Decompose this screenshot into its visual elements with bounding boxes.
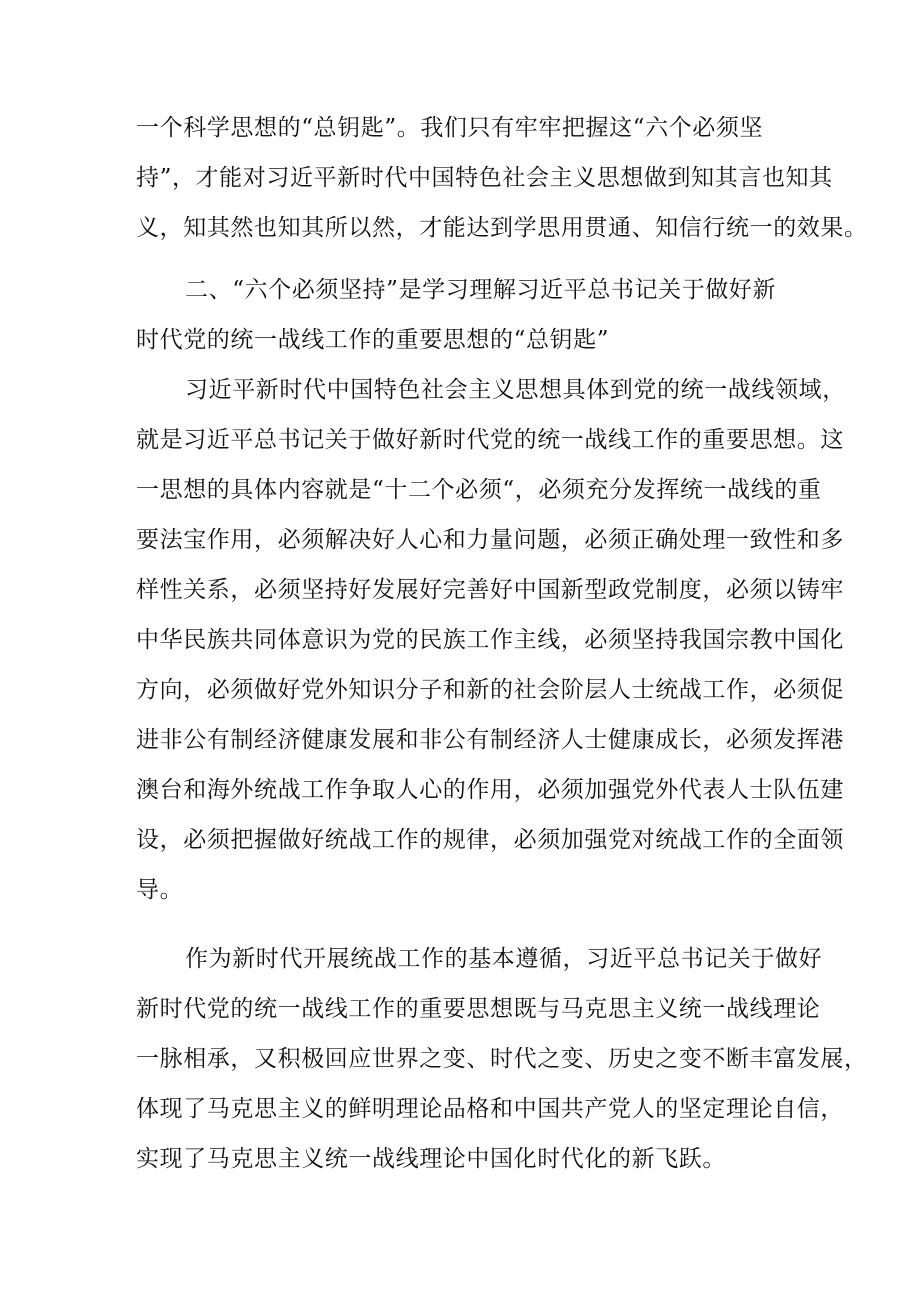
paragraph-line: 方向，必须做好党外知识分子和新的社会阶层人士统战工作，必须促 (136, 677, 844, 703)
section-heading-line: 二、“六个必须坚持”是学习理解习近平总书记关于做好新 (185, 277, 777, 303)
section-heading-line: 时代党的统一战线工作的重要思想的“总钥匙” (136, 327, 610, 353)
paragraph-line: 就是习近平总书记关于做好新时代党的统一战线工作的重要思想。这 (136, 427, 844, 453)
paragraph-line: 新时代党的统一战线工作的重要思想既与马克思主义统一战线理论 (136, 996, 821, 1022)
paragraph-line: 设，必须把握做好统战工作的规律，必须加强党对统战工作的全面领 (136, 827, 844, 853)
paragraph-line: 一思想的具体内容就是“十二个必须“，必须充分发挥统一战线的重 (136, 477, 822, 503)
paragraph-line: 导。 (136, 877, 184, 903)
paragraph-line: 实现了马克思主义统一战线理论中国化时代化的新飞跃。 (136, 1146, 726, 1172)
paragraph-line: 体现了马克思主义的鲜明理论品格和中国共产党人的坚定理论自信， (136, 1096, 844, 1122)
paragraph-line: 义，知其然也知其所以然，才能达到学思用贯通、知信行统一的效果。 (136, 215, 868, 241)
paragraph-line: 习近平新时代中国特色社会主义思想具体到党的统一战线领域， (185, 377, 846, 403)
paragraph-line: 澳台和海外统战工作争取人心的作用，必须加强党外代表人士队伍建 (136, 777, 844, 803)
paragraph-line: 一脉相承，又积极回应世界之变、时代之变、历史之变不断丰富发展， (136, 1046, 868, 1072)
paragraph-line: 一个科学思想的“总钥匙”。我们只有牢牢把握这“六个必须坚 (136, 115, 764, 141)
paragraph-line: 作为新时代开展统战工作的基本遵循，习近平总书记关于做好 (185, 946, 823, 972)
paragraph-line: 进非公有制经济健康发展和非公有制经济人士健康成长，必须发挥港 (136, 727, 844, 753)
paragraph-line: 要法宝作用，必须解决好人心和力量问题，必须正确处理一致性和多 (136, 527, 844, 553)
paragraph-line: 持”，才能对习近平新时代中国特色社会主义思想做到知其言也知其 (136, 165, 833, 191)
paragraph-line: 中华民族共同体意识为党的民族工作主线，必须坚持我国宗教中国化 (136, 627, 844, 653)
paragraph-line: 样性关系，必须坚持好发展好完善好中国新型政党制度，必须以铸牢 (136, 577, 844, 603)
